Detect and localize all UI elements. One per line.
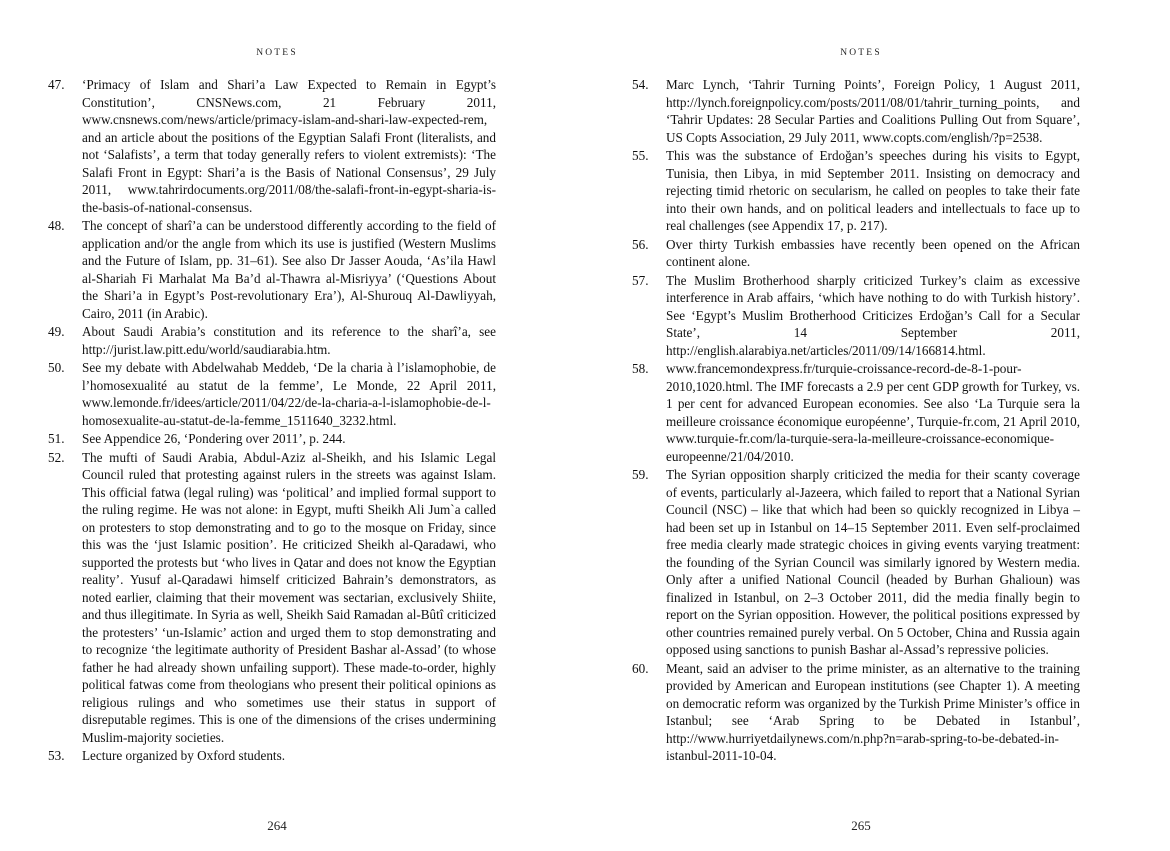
note-number: 50. [48,360,65,375]
note-item [48,323,496,358]
note-item [48,359,496,429]
note-text: Lecture organized by Oxford students. [82,748,286,763]
note-number: 58. [632,361,649,376]
note-text: The Syrian opposition sharply criticized the media for their scanty coverage of events, particularly al-Jazeera, which failed to report that a National Syrian Council (NSC) – like that which had been so quickly recognized in Libya – had been set up in Istanbul on 14–15 September 2011. Even self-proclaimed free media clearly made strategic choices in giving events varying treatment: the founding of the Syrian Council was similarly ignored by Western media. Only after a unified National Council (headed by Burhan Ghalioun) was finalized in Istanbul, on 2–3 October 2011, did the media finally begin to report on the Syrian opposition. However, the political positions expressed by other countries remained purely verbal. On 5 October, China and Russia again opposed using sanctions to punish Bashar al-Assad’s repressive policies. [666,467,1080,657]
note-text: Meant, said an adviser to the prime minister, as an alternative to the training provided by American and European institutions (see Chapter 1). A meeting on democratic reform was organized by the Turkish Prime Minister’s office in Istanbul; see ‘Arab Spring to be Debated in Istanbul’, http://www.hurriyetdailynews.com/n.php?n=arab-spring-to-be-debated-in-istanbul-2011-10-04. [666,660,1080,763]
note-item [632,272,1080,360]
note-text: The mufti of Saudi Arabia, Abdul-Aziz al-Sheikh, and his Islamic Legal Council ruled that protesting against rulers in the streets was against Islam. This official fatwa (legal ruling) was ‘political’ and implied formal support to the ruling regime. He was not alone: in Egypt, mufti Sheikh Ali Jum`a called on protesters to stop demonstrating and to go to the mosque on Friday, since this was the ‘just Islamic position’. He criticized Sheikh al-Qaradawi, who supported the protests but ‘who lives in Qatar and does not know the Egyptian reality’. Yusuf al-Qaradawi himself criticized Bahrain’s demonstrators, as noted earlier, claiming that their movement was sectarian, exclusively Shiite, and thus illegitimate. In Syria as well, Sheikh Said Ramadan al-Bûtî criticized the protesters’ ‘un-Islamic’ action and urged them to stop demonstrating and to recognize ‘the legitimate authority of President Bashar al-Assad’ (to whose father he had already shown unfailing support). These made-to-order, highly political fatwas come from theologians who present their political opinions as religious rulings and who sometimes use their status in support of disreputable regimes. This is one of the dimensions of the crises undermining Muslim-majority societies. [82,449,496,745]
note-item [632,76,1080,146]
note-number: 60. [632,660,649,676]
note-text: The concept of sharî’a can be understood differently according to the field of application and/or the angle from which its use is justified (Western Muslims and the Future of Islam, pp. 31–61). See also Dr Jasser Aouda, ‘As’ila Hawl al-Shariah Fi Marhalat Ma Ba’d al-Thawra al-Misriyya’ (‘Questions About the Shari’a in Egypt’s Post-revolutionary Era’), Al-Shurouq Al-Dawliyyah, Cairo, 2011 (in Arabic). [82,218,496,321]
note-number: 52. [48,449,65,465]
note-number: 54. [632,77,649,92]
note-number: 51. [48,431,65,446]
note-number: 47. [48,77,65,92]
note-number: 57. [632,272,649,288]
note-item [632,360,1080,465]
note-number: 56. [632,236,649,252]
note-text: This was the substance of Erdoğan’s speeches during his visits to Egypt, Tunisia, then Libya, in mid September 2011. Insisting on democracy and rejecting timid rhetoric on secularism, he called on peoples to take their fate into their own hands, and on political leaders and intellectuals to face up to real challenges (see Appendix 17, p. 217). [666,148,1080,233]
notes-list [632,76,1080,766]
note-text: See my debate with Abdelwahab Meddeb, ‘De la charia à l’islamophobie, de l’homosexualité au statut de la femme’, Le Monde, 22 April 2011, www.lemonde.fr/idees/article/2011/04/22/de-la-charia-a-l-islamophobie-de-l-homosexualite-au-statut-de-la-femme_1511640_3232.html. [82,360,496,428]
note-text: www.francemondexpress.fr/turquie-croissance-record-de-8-1-pour-2010,1020.html. The IMF forecasts a 2.9 per cent GDP growth for Turkey, vs. 1 per cent for advanced European economies. See also ‘La Turquie sera la meilleure croissance économique européenne’, Turquie-fr.com, 21 April 2010, www.turquie-fr.com/la-turquie-sera-la-meilleure-croissance-economique-europeenne/21/04/2010. [666,361,1080,464]
notes-list [48,76,496,766]
note-item [48,430,496,448]
note-item [632,660,1080,765]
note-number: 55. [632,148,649,163]
note-number: 53. [48,748,65,763]
note-text: ‘Primacy of Islam and Shari’a Law Expected to Remain in Egypt’s Constitution’, CNSNews.com, 21 February 2011, www.cnsnews.com/news/article/primacy-islam-and-shari-law-expected-rem, and an article about the positions of the Egyptian Salafi Front (literalists, and not ‘Salafists’, a term that today generally refers to violent extremists): ‘The Salafi Front in Egypt: Shari’a is the Basis of National Consensus’, 29 July 2011, www.tahrirdocuments.org/2011/08/the-salafi-front-in-egypt-sharia-is-the-basis-of-national-consensus. [82,77,496,215]
note-item [48,76,496,216]
note-number: 48. [48,218,65,233]
note-text: About Saudi Arabia’s constitution and its reference to the sharî’a, see http://jurist.law.pitt.edu/world/saudiarabia.htm. [82,324,496,357]
note-item [48,747,496,765]
page-number: 265 [851,818,871,833]
running-head: NOTES [840,48,882,58]
note-text: Marc Lynch, ‘Tahrir Turning Points’, Foreign Policy, 1 August 2011, http://lynch.foreignpolicy.com/posts/2011/08/01/tahrir_turning_points, and ‘Tahrir Updates: 28 Secular Parties and Coalitions Pulling Out from Square’, US Copts Association, 29 July 2011, www.copts.com/english/?p=2538. [666,77,1080,145]
note-number: 49. [48,324,65,339]
note-item [632,466,1080,659]
note-text: See Appendice 26, ‘Pondering over 2011’, p. 244. [82,431,346,446]
running-head: NOTES [256,48,298,58]
note-text: Over thirty Turkish embassies have recently been opened on the African continent alone. [666,236,1080,269]
note-item [632,147,1080,235]
right-page [632,0,1080,851]
note-item [632,236,1080,271]
note-item [48,449,496,747]
page-number: 264 [267,818,287,833]
note-item [48,217,496,322]
note-number: 59. [632,467,649,482]
note-text: The Muslim Brotherhood sharply criticized Turkey’s claim as excessive interference in Arab affairs, ‘which have nothing to do with Turkish history’. See ‘Egypt’s Muslim Brotherhood Criticizes Erdoğan’s Call for a Secular State’, 14 September 2011, http://english.alarabiya.net/articles/2011/09/14/166814.html. [666,272,1080,358]
left-page [48,0,496,851]
